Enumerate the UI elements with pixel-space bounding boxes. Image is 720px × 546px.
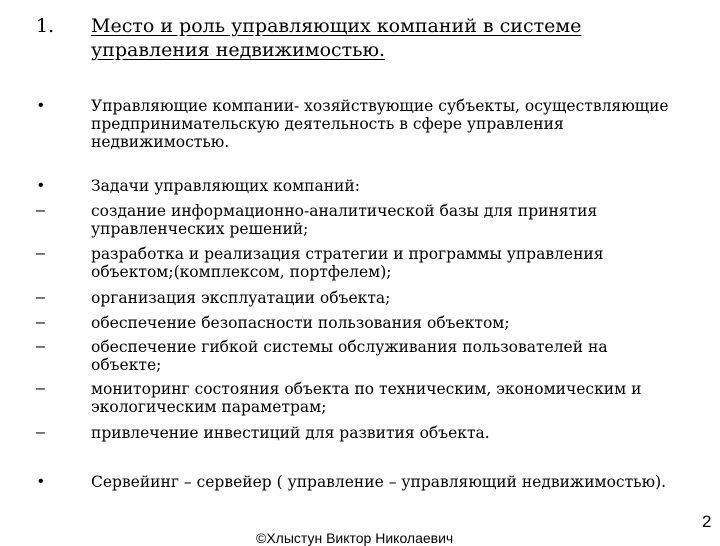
list-item-text: Задачи управляющих компаний: (91, 177, 360, 195)
list-item-text: обеспечение безопасности пользования объектом; (91, 314, 510, 332)
list-item-text: Управляющие компании- хозяйствующие субъекты, осуществляющие предпринимательскую деятельность в сфере управления недвижимостью. (91, 97, 669, 151)
dash-marker: – (36, 289, 45, 306)
dash-marker: – (36, 314, 45, 331)
list-item-text: Сервейинг – сервейер ( управление – управляющий недвижимостью). (91, 473, 667, 491)
dash-marker: – (36, 338, 45, 355)
list-item-text: обеспечение гибкой системы обслуживания пользователей на объекте; (91, 338, 608, 374)
bullet-marker: • (38, 97, 44, 114)
list-item-text: создание информационно-аналитической базы для принятия управленческих решений; (91, 202, 598, 238)
heading-number: 1. (36, 15, 55, 37)
list-item-text: привлечение инвестиций для развития объекта. (91, 424, 490, 442)
page-number: 2 (702, 512, 712, 531)
dash-marker: – (36, 380, 45, 397)
bullet-marker: • (38, 473, 44, 490)
list-item-text: разработка и реализация стратегии и программы управления объектом;(комплексом, портфелем); (91, 245, 604, 281)
dash-marker: – (36, 424, 45, 441)
heading-title: Место и роль управляющих компаний в системе управления недвижимостью. (91, 15, 582, 61)
footer-author: ©Хлыстун Виктор Николаевич (256, 530, 454, 546)
list-item-text: мониторинг состояния объекта по техническим, экономическим и экологическим параметрам; (91, 380, 642, 416)
bullet-marker: • (38, 177, 44, 194)
dash-marker: – (36, 202, 45, 219)
list-item-text: организация эксплуатации объекта; (91, 289, 391, 307)
dash-marker: – (36, 245, 45, 262)
